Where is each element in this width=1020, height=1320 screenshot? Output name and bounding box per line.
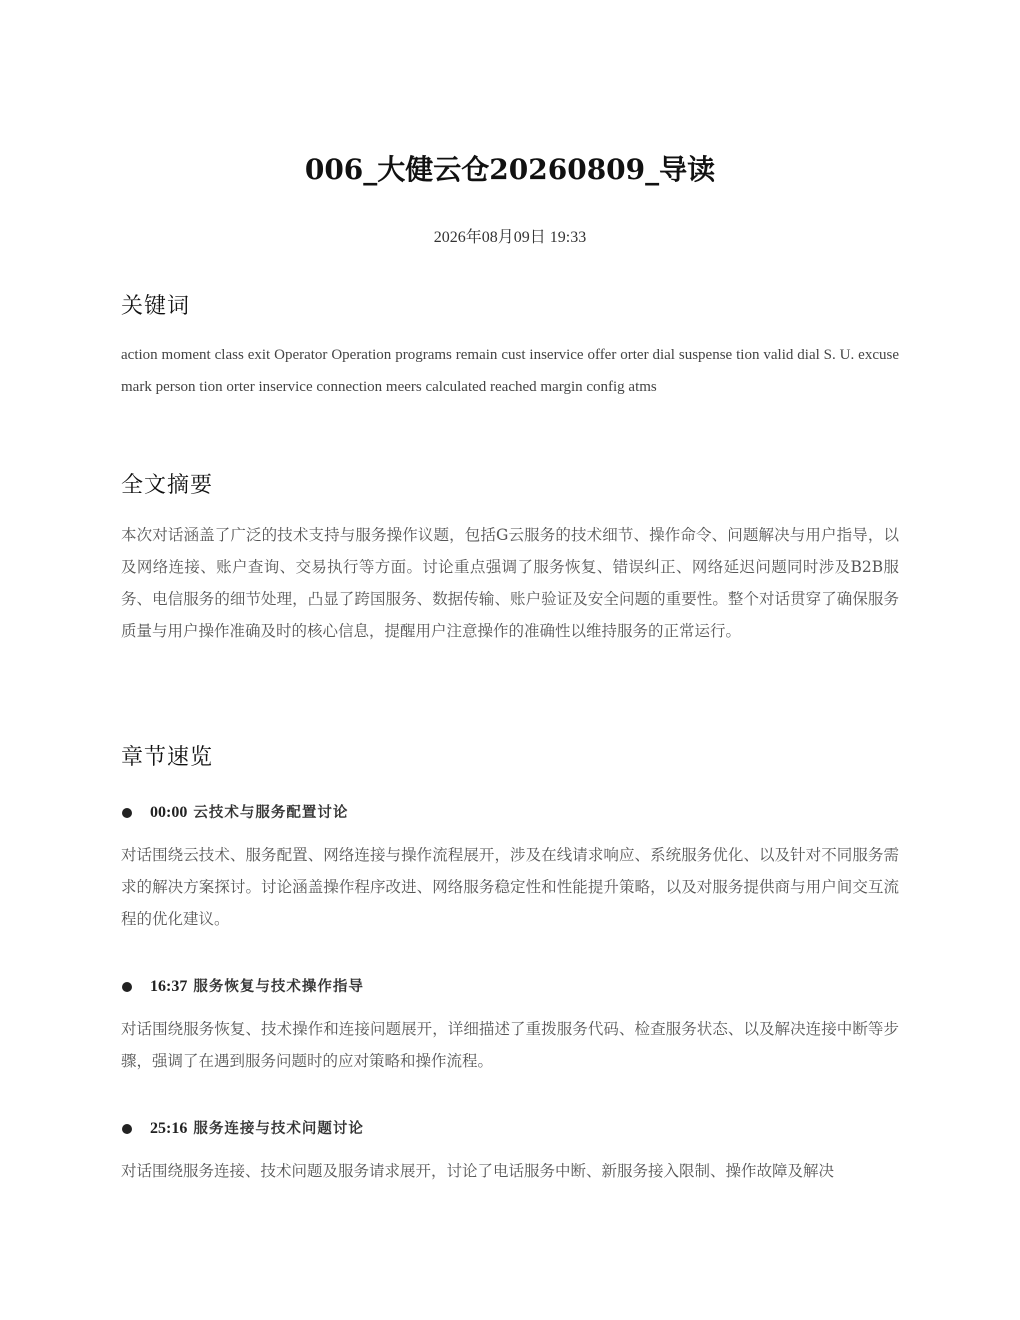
bullet-icon	[122, 1124, 132, 1134]
chapter-title: 云技术与服务配置讨论	[193, 804, 349, 821]
chapters-heading: 章节速览	[121, 745, 214, 770]
summary-text: 本次对话涵盖了广泛的技术支持与服务操作议题，包括G云服务的技术细节、操作命令、问题解决与用户指导，以及网络连接、账户查询、交易执行等方面。讨论重点强调了服务恢复、错误纠正、网络延迟问题同时涉及B2B服务、电信服务的细节处理，凸显了跨国服务、数据传输、账户验证及安全问题的重要性。整个对话贯穿了确保服务质量与用户操作准确及时的核心信息，提醒用户注意操作的准确性以维持服务的正常运行。	[121, 526, 899, 640]
chapter-text: 对话围绕服务恢复、技术操作和连接问题展开，详细描述了重拨服务代码、检查服务状态、以及解决连接中断等步骤，强调了在遇到服务问题时的应对策略和操作流程。	[121, 1020, 899, 1070]
chapter-item	[121, 801, 899, 825]
bullet-icon	[122, 808, 132, 818]
chapter-item	[121, 1117, 899, 1141]
chapter-time: 00:00	[150, 804, 188, 821]
chapter-title: 服务连接与技术问题讨论	[193, 1120, 364, 1137]
chapter-time: 16:37	[150, 978, 188, 995]
chapter-text: 对话围绕云技术、服务配置、网络连接与操作流程展开，涉及在线请求响应、系统服务优化、以及针对不同服务需求的解决方案探讨。讨论涵盖操作程序改进、网络服务稳定性和性能提升策略，以及对服务提供商与用户间交互流程的优化建议。	[121, 846, 899, 928]
bullet-icon	[122, 982, 132, 992]
chapter-title: 服务恢复与技术操作指导	[193, 978, 364, 995]
document-date: 2026年08月09日 19:33	[433, 229, 587, 246]
summary-heading: 全文摘要	[121, 473, 214, 498]
keywords-heading: 关键词	[121, 294, 191, 319]
document-title: 006_大健云仓20260809_导读	[304, 153, 716, 186]
keywords-text: action moment class exit Operator Operation programs remain cust inservice offer orter dial suspense tion valid dial S. U. excuse mark person tion orter inservice connection meers calculated reached margin config atms	[121, 347, 899, 395]
chapter-item	[121, 975, 899, 999]
chapter-time: 25:16	[150, 1120, 188, 1137]
chapter-text: 对话围绕服务连接、技术问题及服务请求展开，讨论了电话服务中断、新服务接入限制、操作故障及解决	[121, 1162, 835, 1180]
